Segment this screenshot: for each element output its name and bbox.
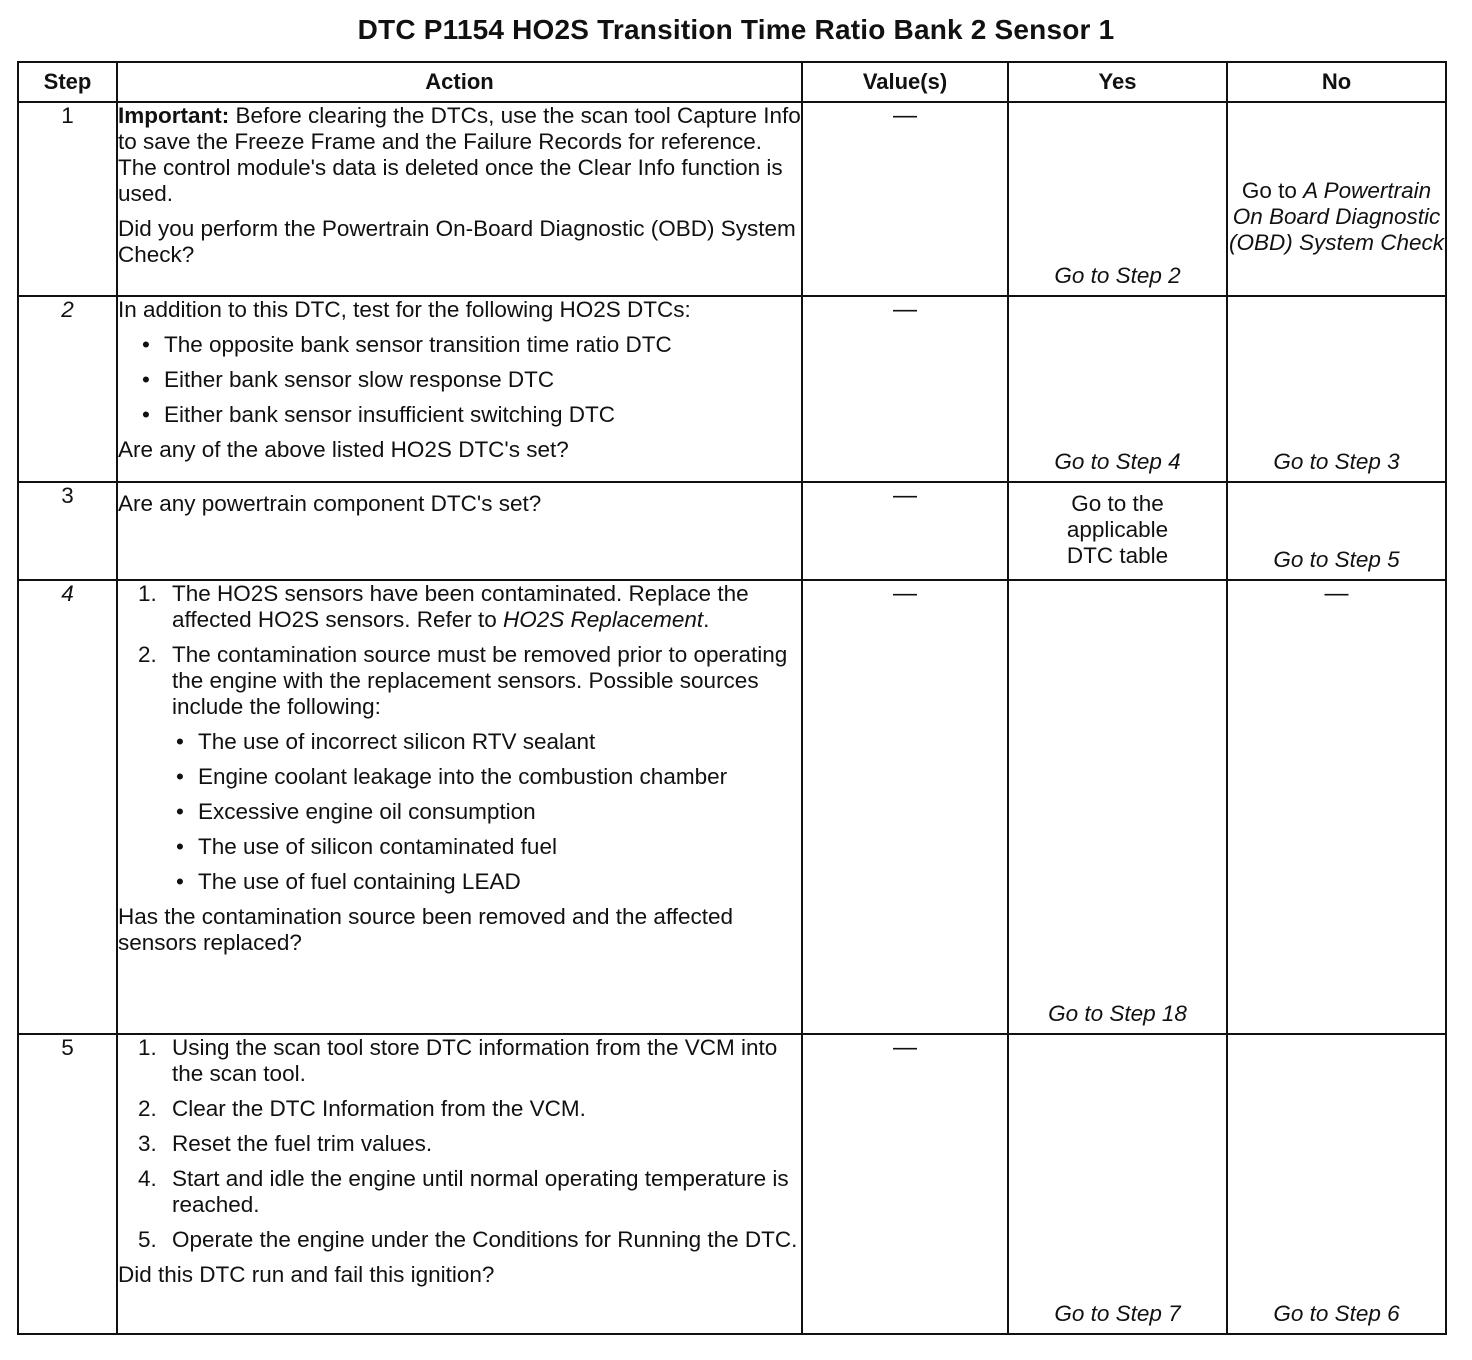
no-link[interactable] xyxy=(1228,142,1445,256)
important-note xyxy=(118,103,801,207)
yes-link[interactable]: Go to the applicable DTC table xyxy=(1066,491,1169,568)
list-item xyxy=(138,581,801,633)
table-row xyxy=(18,296,1446,482)
item-text: Clear the DTC Information from the VCM. xyxy=(172,1096,586,1121)
yes-cell xyxy=(1008,580,1227,1034)
yes-cell xyxy=(1008,1034,1227,1334)
page-title: DTC P1154 HO2S Transition Time Ratio Bank 2 Sensor 1 xyxy=(357,14,1115,45)
list-item: • The use of fuel containing LEAD xyxy=(174,869,801,895)
yes-link[interactable]: Go to Step 2 xyxy=(1054,263,1181,288)
step-question: Are any powertrain component DTC's set? xyxy=(118,491,542,516)
no-cell xyxy=(1227,482,1446,580)
step-number: 1 xyxy=(18,102,117,296)
item-number: 3. xyxy=(138,1131,157,1156)
no-link-ref: A Powertrain On Board Diagnostic (OBD) System Check xyxy=(1228,178,1445,255)
step-question: Has the contamination source been removed and the affected sensors replaced? xyxy=(118,904,733,955)
yes-link[interactable]: Go to Step 4 xyxy=(1054,449,1181,474)
no-link[interactable]: Go to Step 3 xyxy=(1273,449,1400,474)
step-question: Did this DTC run and fail this ignition? xyxy=(118,1262,495,1287)
list-item xyxy=(138,1035,801,1087)
table-row xyxy=(18,1034,1446,1334)
no-cell: — xyxy=(1227,580,1446,1034)
item-number: 5. xyxy=(138,1227,157,1252)
item-number: 4. xyxy=(138,1166,157,1191)
list-item xyxy=(138,1166,801,1218)
header-values: Value(s) xyxy=(802,62,1008,102)
dtc-list xyxy=(118,332,801,428)
value-cell: — xyxy=(802,1034,1008,1334)
step-intro: In addition to this DTC, test for the following HO2S DTCs: xyxy=(118,297,691,322)
source-list xyxy=(172,729,801,895)
value-cell: — xyxy=(802,102,1008,296)
value-cell: — xyxy=(802,580,1008,1034)
action-cell xyxy=(117,102,802,296)
step-question: Did you perform the Powertrain On-Board Diagnostic (OBD) System Check? xyxy=(118,216,796,267)
yes-cell xyxy=(1008,482,1227,580)
no-link[interactable]: Go to Step 5 xyxy=(1273,547,1400,572)
item-text: The contamination source must be removed prior to operating the engine with the replacement sensors. Possible sources include the following: xyxy=(172,642,788,719)
no-link-prefix: Go to xyxy=(1241,178,1297,203)
item-end: . xyxy=(703,607,710,632)
step-number: 4 xyxy=(18,580,117,1034)
important-text: Before clearing the DTCs, use the scan tool Capture Info to save the Freeze Frame and the Failure Records for reference. The control module's data is deleted once the Clear Info function is used. xyxy=(118,103,801,206)
action-cell xyxy=(117,1034,802,1334)
header-yes: Yes xyxy=(1008,62,1227,102)
step-number: 2 xyxy=(18,296,117,482)
table-header-row xyxy=(18,62,1446,102)
yes-cell xyxy=(1008,296,1227,482)
list-item xyxy=(138,642,801,895)
yes-link[interactable]: Go to Step 18 xyxy=(1048,1001,1187,1026)
item-number: 1. xyxy=(138,581,157,606)
list-item: • The use of incorrect silicon RTV sealant xyxy=(174,729,801,755)
action-cell xyxy=(117,296,802,482)
header-no: No xyxy=(1227,62,1446,102)
yes-cell xyxy=(1008,102,1227,296)
procedure-list xyxy=(118,1035,801,1253)
step-number: 3 xyxy=(18,482,117,580)
item-text: Operate the engine under the Conditions for Running the DTC. xyxy=(172,1227,798,1252)
header-step: Step xyxy=(18,62,117,102)
list-item: • Either bank sensor insufficient switching DTC xyxy=(140,402,801,428)
header-action: Action xyxy=(117,62,802,102)
important-label: Important: xyxy=(118,103,230,128)
replacement-reference-link[interactable]: HO2S Replacement xyxy=(503,607,704,632)
item-number: 2. xyxy=(138,642,157,667)
step-number: 5 xyxy=(18,1034,117,1334)
item-number: 1. xyxy=(138,1035,157,1060)
value-cell: — xyxy=(802,482,1008,580)
no-cell xyxy=(1227,296,1446,482)
value-cell: — xyxy=(802,296,1008,482)
list-item: • Excessive engine oil consumption xyxy=(174,799,801,825)
item-text: Start and idle the engine until normal operating temperature is reached. xyxy=(172,1166,789,1217)
table-row xyxy=(18,482,1446,580)
no-cell xyxy=(1227,102,1446,296)
procedure-list xyxy=(118,581,801,895)
list-item: • Engine coolant leakage into the combustion chamber xyxy=(174,764,801,790)
list-item: • Either bank sensor slow response DTC xyxy=(140,367,801,393)
table-row xyxy=(18,102,1446,296)
table-row xyxy=(18,580,1446,1034)
item-text: Reset the fuel trim values. xyxy=(172,1131,433,1156)
list-item: • The opposite bank sensor transition time ratio DTC xyxy=(140,332,801,358)
action-cell xyxy=(117,580,802,1034)
action-cell xyxy=(117,482,802,580)
item-text: Using the scan tool store DTC information from the VCM into the scan tool. xyxy=(172,1035,778,1086)
no-link[interactable]: Go to Step 6 xyxy=(1273,1301,1400,1326)
step-question: Are any of the above listed HO2S DTC's set? xyxy=(118,437,569,462)
list-item xyxy=(138,1096,801,1122)
diagnostic-table xyxy=(17,61,1447,1335)
no-cell xyxy=(1227,1034,1446,1334)
yes-link[interactable]: Go to Step 7 xyxy=(1054,1301,1181,1326)
item-text: The HO2S sensors have been contaminated. Replace the affected HO2S sensors. Refer to xyxy=(172,581,749,632)
list-item: • The use of silicon contaminated fuel xyxy=(174,834,801,860)
item-number: 2. xyxy=(138,1096,157,1121)
list-item xyxy=(138,1227,801,1253)
list-item xyxy=(138,1131,801,1157)
